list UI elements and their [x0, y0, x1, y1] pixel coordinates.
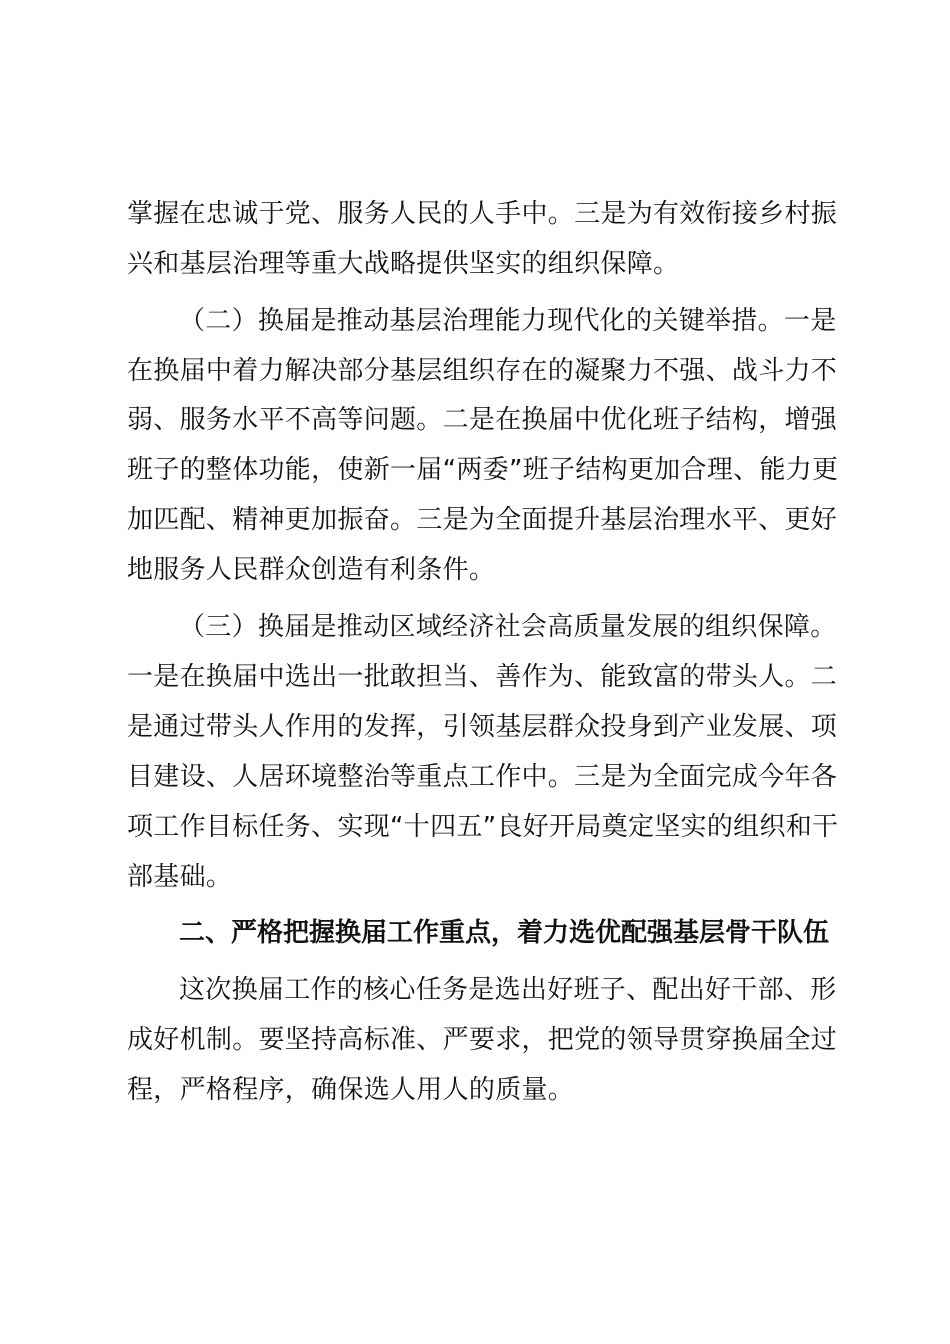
paragraph-4-line-1: 这次换届工作的核心任务是选出好班子、配出好干部、形: [179, 975, 837, 1005]
paragraph-2-line-5: 加匹配、精神更加振奋。三是为全面提升基层治理水平、更好: [127, 505, 838, 535]
paragraph-3-line-2: 一是在换届中选出一批敢担当、善作为、能致富的带头人。二: [127, 662, 838, 692]
paragraph-1-line-1: 掌握在忠诚于党、服务人民的人手中。三是为有效衔接乡村振: [127, 199, 838, 229]
paragraph-3-line-6: 部基础。: [127, 862, 233, 892]
paragraph-2-line-4: 班子的整体功能，使新一届“两委”班子结构更加合理、能力更: [127, 455, 839, 485]
section-heading: 二、严格把握换届工作重点，着力选优配强基层骨干队伍: [179, 918, 830, 948]
paragraph-3-line-5: 项工作目标任务、实现“十四五”良好开局奠定坚实的组织和干: [127, 812, 839, 842]
paragraph-3-line-4: 目建设、人居环境整治等重点工作中。三是为全面完成今年各: [127, 762, 838, 792]
paragraph-3-line-1: （三）换届是推动区域经济社会高质量发展的组织保障。: [179, 612, 837, 642]
paragraph-1-line-2: 兴和基层治理等重大战略提供坚实的组织保障。: [127, 249, 680, 279]
paragraph-2-line-1: （二）换届是推动基层治理能力现代化的关键举措。一是: [179, 306, 837, 336]
paragraph-4-line-2: 成好机制。要坚持高标准、严要求，把党的领导贯穿换届全过: [127, 1025, 838, 1055]
paragraph-2-line-3: 弱、服务水平不高等问题。二是在换届中优化班子结构，增强: [127, 405, 838, 435]
paragraph-4-line-3: 程，严格程序，确保选人用人的质量。: [127, 1075, 575, 1105]
paragraph-2-line-2: 在换届中着力解决部分基层组织存在的凝聚力不强、战斗力不: [127, 356, 838, 386]
paragraph-3-line-3: 是通过带头人作用的发挥，引领基层群众投身到产业发展、项: [127, 712, 838, 742]
paragraph-2-line-6: 地服务人民群众创造有利条件。: [127, 555, 496, 585]
